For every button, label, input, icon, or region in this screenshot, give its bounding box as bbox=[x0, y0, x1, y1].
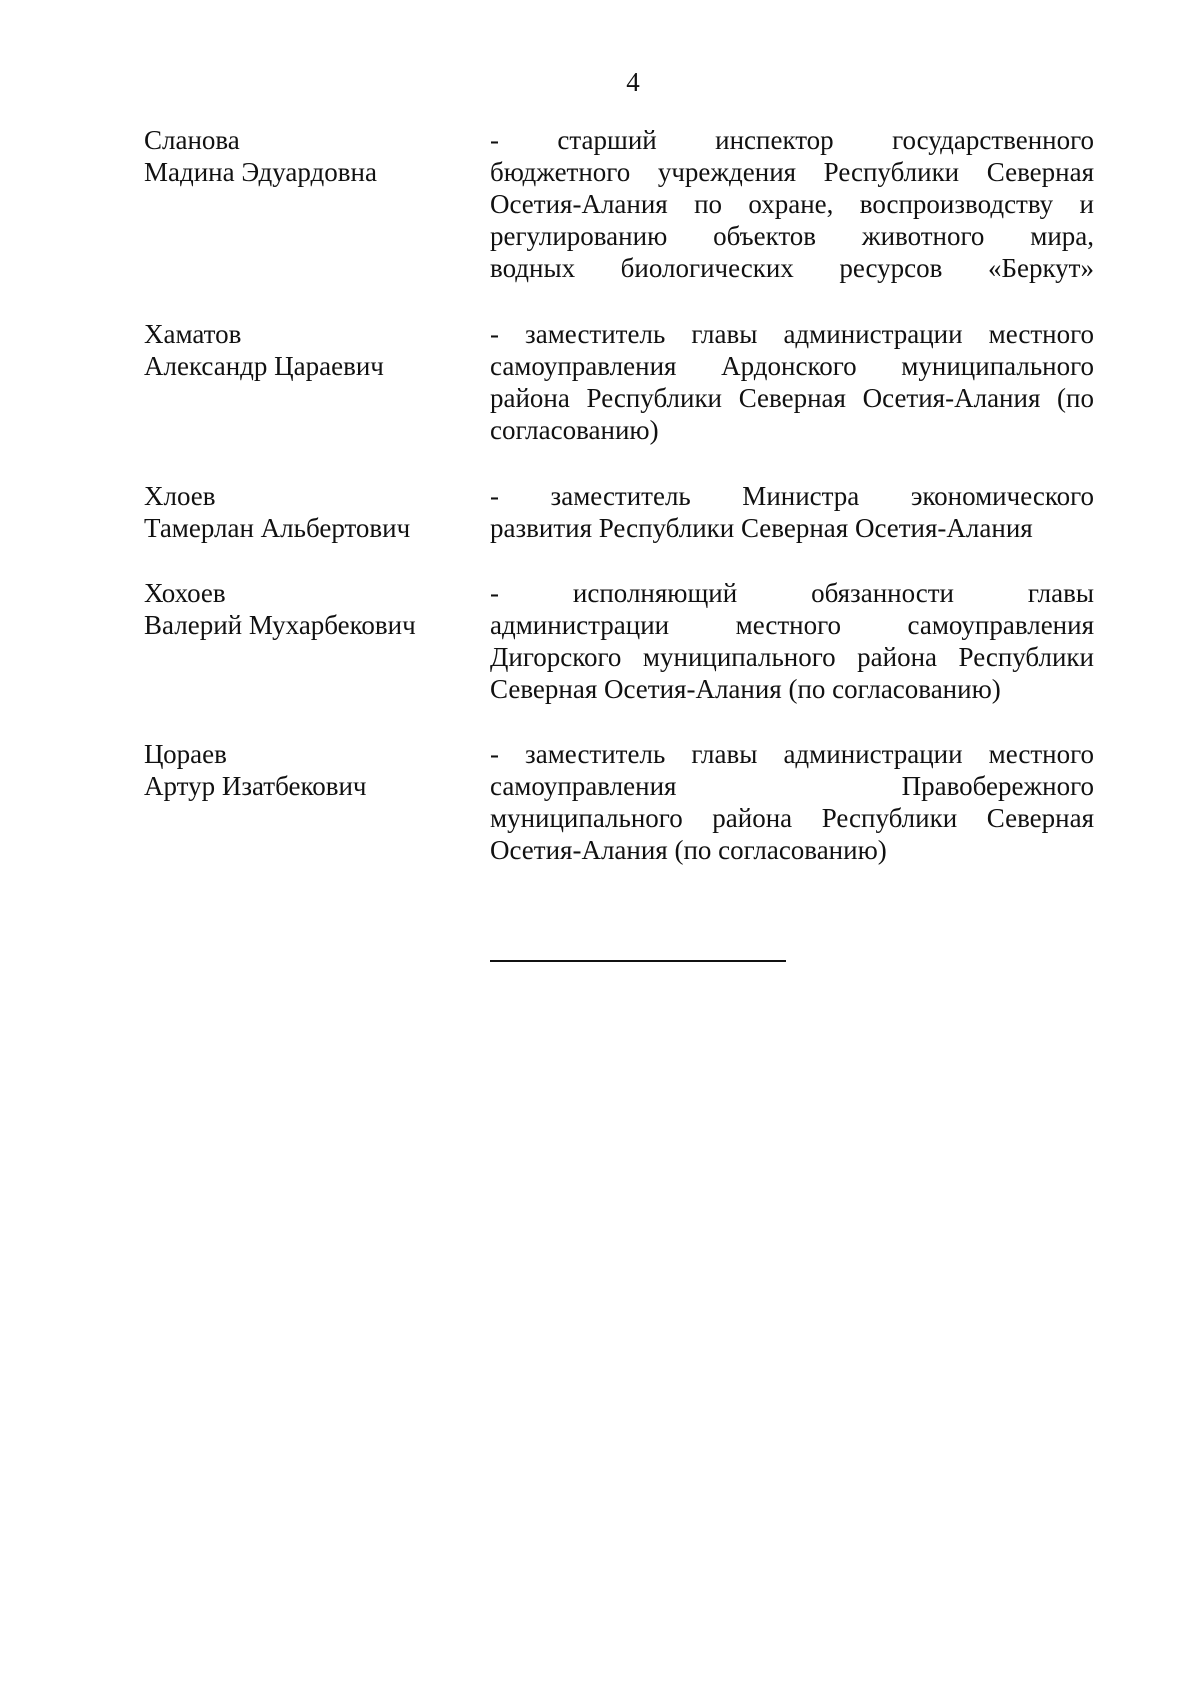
role-line: бюджетного учреждения Республики Северная bbox=[490, 157, 1094, 187]
role-line: самоуправления Ардонского муниципального bbox=[490, 351, 1094, 381]
role-line: - исполняющий обязанности главы bbox=[490, 578, 1094, 608]
role-line: - заместитель главы администрации местного bbox=[490, 739, 1094, 769]
role-line: развития Республики Северная Осетия-Алания bbox=[490, 513, 1033, 543]
member-surname: Хаматов bbox=[144, 319, 242, 349]
role-line: муниципального района Республики Северная bbox=[490, 803, 1094, 833]
member-given-names: Мадина Эдуардовна bbox=[144, 157, 377, 187]
role-line: администрации местного самоуправления bbox=[490, 610, 1094, 640]
role-line: самоуправления Правобережного bbox=[490, 771, 1094, 801]
member-role bbox=[490, 480, 1094, 544]
role-line: водных биологических ресурсов «Беркут» bbox=[490, 253, 1094, 283]
member-name bbox=[144, 480, 474, 544]
member-surname: Сланова bbox=[144, 125, 240, 155]
member-name bbox=[144, 124, 474, 188]
role-line: - заместитель главы администрации местного bbox=[490, 319, 1094, 349]
role-line: Осетия-Алания (по согласованию) bbox=[490, 835, 887, 865]
member-surname: Цораев bbox=[144, 739, 227, 769]
role-line: - заместитель Министра экономического bbox=[490, 481, 1094, 511]
member-surname: Хлоев bbox=[144, 481, 216, 511]
role-line: Северная Осетия-Алания (по согласованию) bbox=[490, 674, 1001, 704]
role-line: Дигорского муниципального района Республики bbox=[490, 642, 1094, 672]
member-role bbox=[490, 124, 1094, 284]
member-surname: Хохоев bbox=[144, 578, 226, 608]
role-line: согласованию) bbox=[490, 415, 659, 445]
role-line: - старший инспектор государственного bbox=[490, 125, 1094, 155]
member-given-names: Александр Цараевич bbox=[144, 351, 384, 381]
member-given-names: Тамерлан Альбертович bbox=[144, 513, 411, 543]
member-name bbox=[144, 577, 474, 641]
member-name bbox=[144, 738, 474, 802]
member-role bbox=[490, 318, 1094, 446]
role-line: регулированию объектов животного мира, bbox=[490, 221, 1094, 251]
role-line: района Республики Северная Осетия-Алания (по bbox=[490, 383, 1094, 413]
member-given-names: Артур Изатбекович bbox=[144, 771, 367, 801]
member-role bbox=[490, 577, 1094, 705]
member-role bbox=[490, 738, 1094, 866]
member-name bbox=[144, 318, 474, 382]
page-number: 4 bbox=[626, 67, 640, 97]
role-line: Осетия-Алания по охране, воспроизводству и bbox=[490, 189, 1094, 219]
closing-rule bbox=[490, 960, 786, 962]
member-given-names: Валерий Мухарбекович bbox=[144, 610, 416, 640]
